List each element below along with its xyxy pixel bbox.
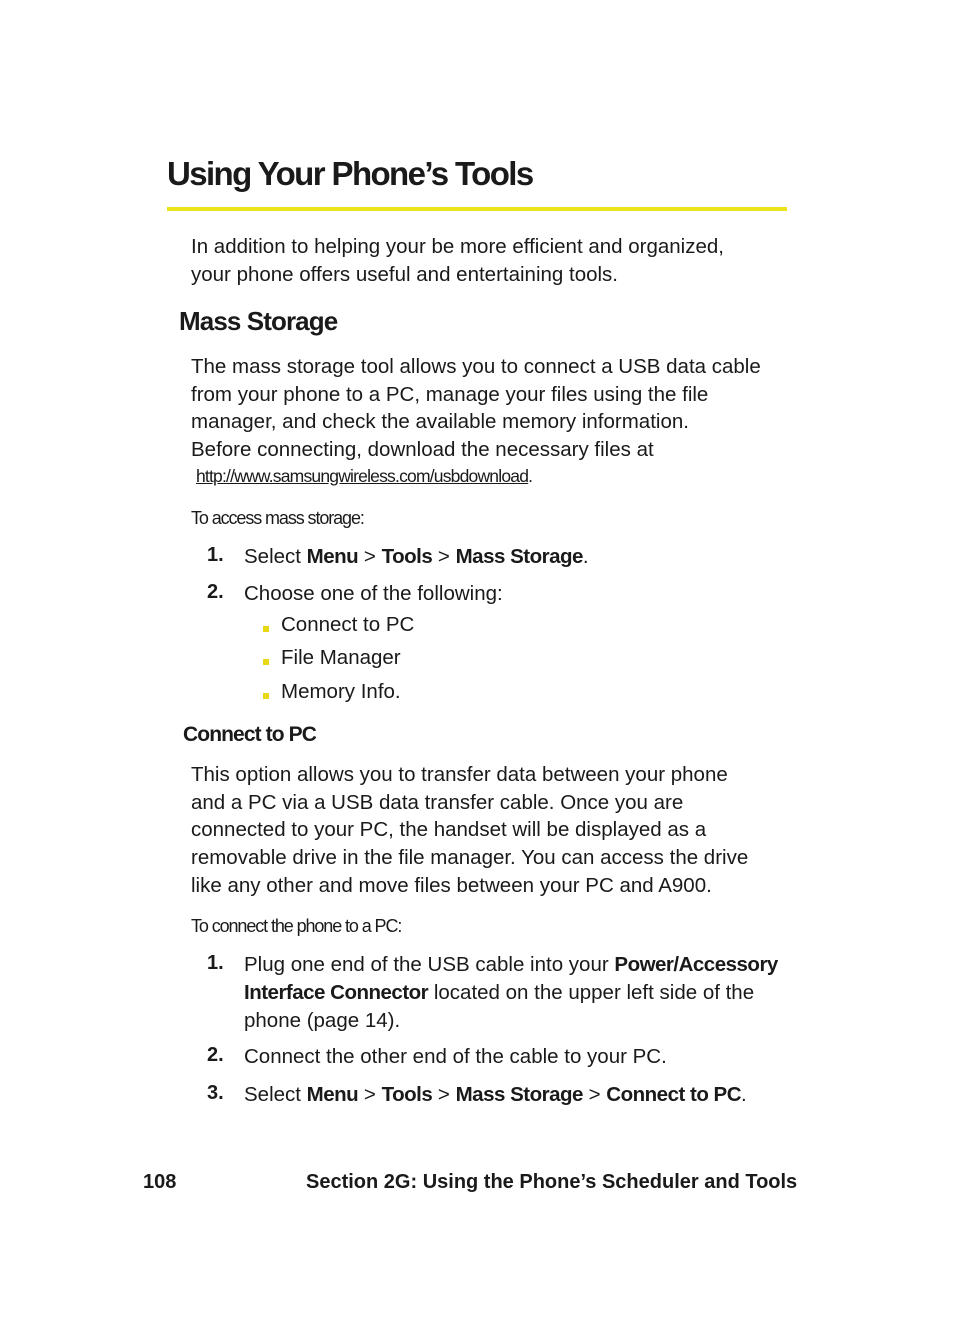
bullet-marker: [263, 693, 269, 699]
mass-storage-paragraph: [191, 353, 761, 464]
page-title: Using Your Phone’s Tools: [167, 155, 533, 192]
step-line: phone (page 14).: [244, 1008, 401, 1032]
body-line: removable drive in the file manager. You can access the drive: [191, 846, 749, 870]
body-line: Before connecting, download the necessary files at: [191, 438, 654, 462]
procedure-heading-access: To access mass storage:: [191, 508, 364, 528]
body-line: connected to your PC, the handset will be displayed as a: [191, 818, 707, 842]
separator: >: [582, 1083, 607, 1106]
section-heading-mass-storage: Mass Storage: [179, 306, 338, 336]
download-link-line: [196, 466, 532, 487]
step-plug-usb-cable: [244, 951, 778, 1034]
period: .: [582, 545, 589, 568]
step-text: located on the upper left side of the: [428, 980, 755, 1004]
connect-to-pc-label: Connect to PC: [606, 1083, 742, 1106]
body-line: This option allows you to transfer data between your phone: [191, 763, 728, 786]
menu-label: Menu: [306, 545, 359, 568]
mass-storage-label: Mass Storage: [455, 545, 583, 568]
tools-label: Tools: [381, 545, 433, 568]
title-rule: [167, 207, 787, 211]
bullet-marker: [263, 659, 269, 665]
step-text: Select: [244, 545, 307, 568]
separator: >: [432, 545, 456, 568]
footer-section-title: Section 2G: Using the Phone’s Scheduler and Tools: [306, 1171, 798, 1193]
intro-paragraph: [191, 233, 724, 288]
body-line: like any other and move files between your PC and A900.: [191, 873, 712, 897]
body-line: manager, and check the available memory information.: [191, 410, 689, 434]
option-memory-info: Memory Info.: [281, 680, 401, 703]
step-number: 1.: [207, 952, 224, 974]
step-number: 3.: [207, 1082, 224, 1104]
separator: >: [358, 545, 382, 568]
subsection-heading-connect-to-pc: Connect to PC: [183, 723, 316, 746]
procedure-heading-connect: To connect the phone to a PC:: [191, 916, 402, 936]
page-number: 108: [143, 1171, 177, 1193]
step-connect-other-end: Connect the other end of the cable to your PC.: [244, 1045, 667, 1068]
separator: >: [358, 1083, 382, 1106]
usb-download-link[interactable]: http://www.samsungwireless.com/usbdownload: [196, 466, 529, 486]
body-line: The mass storage tool allows you to connect a USB data cable: [191, 355, 761, 378]
body-line: and a PC via a USB data transfer cable. Once you are: [191, 790, 684, 814]
step-choose-option: Choose one of the following:: [244, 582, 503, 605]
step-line: [244, 979, 778, 1007]
step-text: Plug one end of the USB cable into your: [244, 953, 615, 976]
mass-storage-label: Mass Storage: [455, 1083, 583, 1106]
bullet-marker: [263, 626, 269, 632]
connect-pc-paragraph: [191, 761, 748, 900]
separator: >: [432, 1083, 456, 1106]
step-number: 2.: [207, 581, 224, 603]
option-file-manager: File Manager: [281, 646, 401, 669]
intro-line: your phone offers useful and entertaining tools.: [191, 262, 618, 286]
link-period: .: [528, 466, 533, 486]
connector-label: Interface Connector: [244, 980, 429, 1004]
intro-line: In addition to helping your be more efficient and organized,: [191, 235, 724, 258]
step-line: [244, 951, 778, 979]
tools-label: Tools: [381, 1083, 433, 1106]
option-connect-to-pc: Connect to PC: [281, 613, 415, 636]
body-line: from your phone to a PC, manage your files using the file: [191, 382, 709, 406]
step-text: Select: [244, 1083, 307, 1106]
step-select-connect-to-pc: [244, 1081, 747, 1109]
step-number: 1.: [207, 544, 224, 566]
period: .: [741, 1083, 747, 1106]
menu-label: Menu: [306, 1083, 359, 1106]
connector-label: Power/Accessory: [614, 953, 778, 976]
step-number: 2.: [207, 1044, 224, 1066]
step-select-mass-storage: [244, 543, 589, 571]
